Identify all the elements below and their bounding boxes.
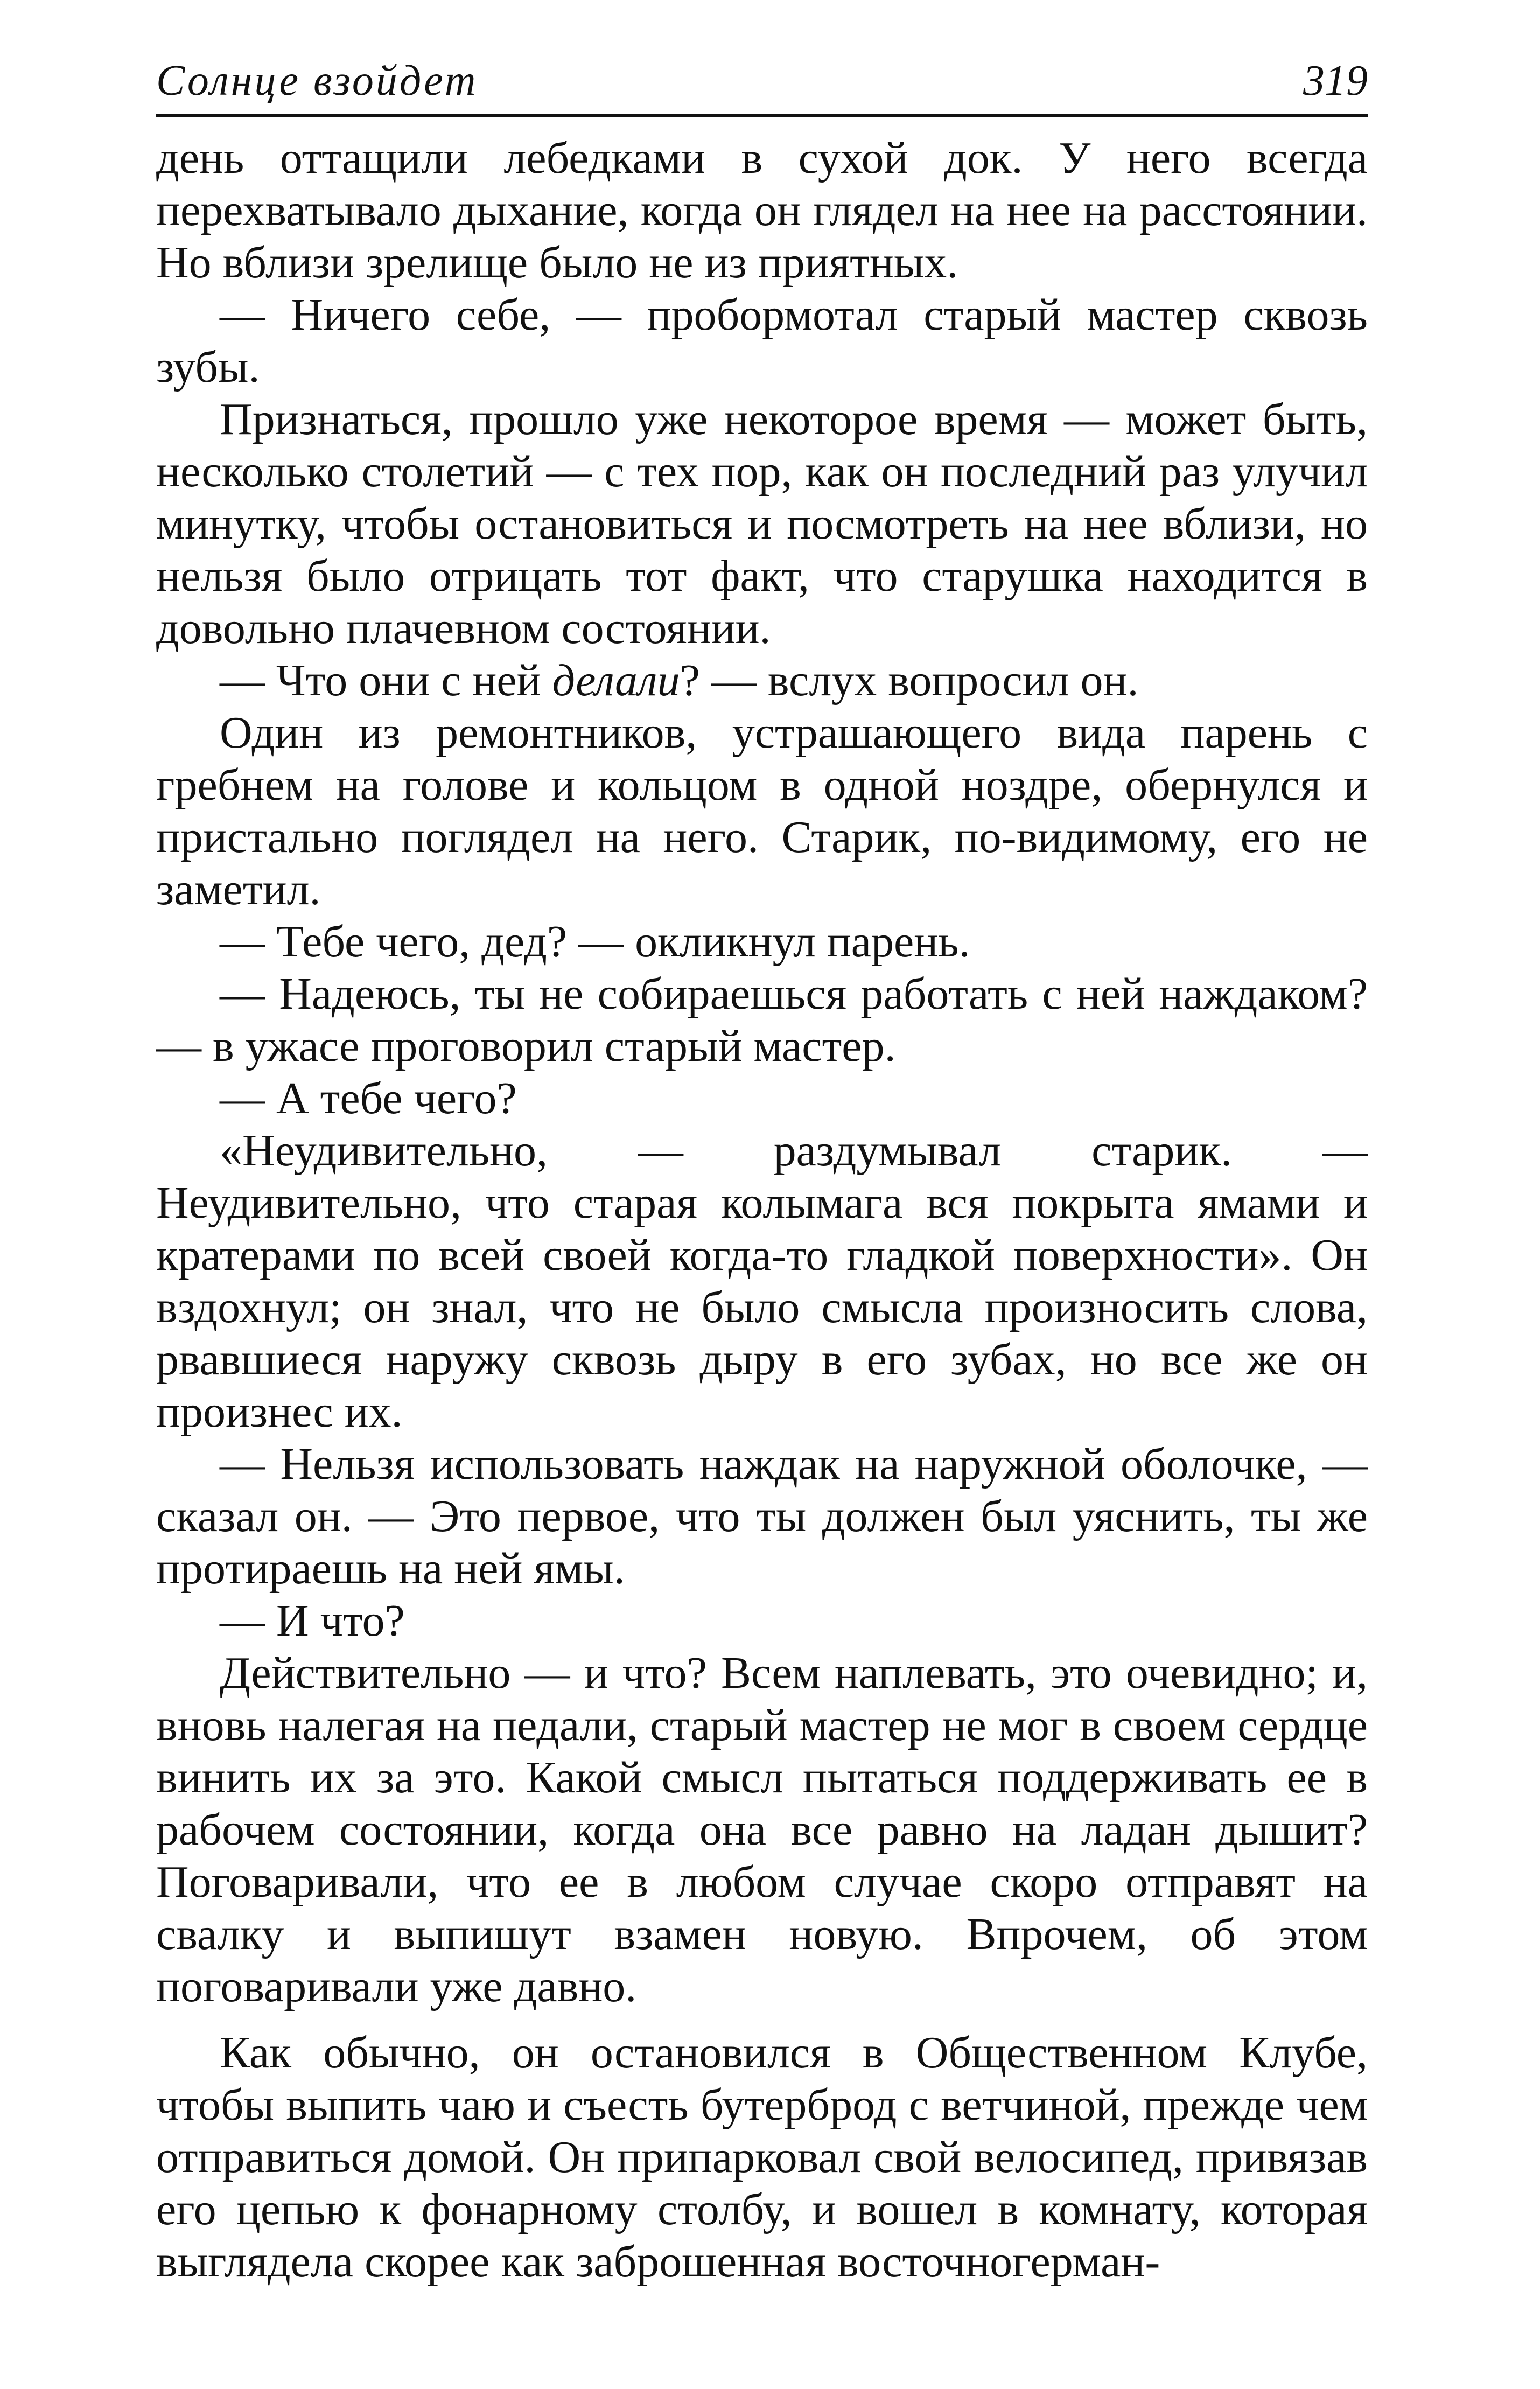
- paragraph: «Неудивительно, — раздумывал старик. — Неудивительно, что старая колымага вся покрыта ямами и кратерами по всей своей когда-то гладкой поверхности». Он вздохнул; он знал, что не было смысла произносить слова, рвавшиеся наружу сквозь дыру в его зубах, но все же он произнес их.: [156, 1126, 1368, 1437]
- paragraph: Как обычно, он остановился в Общественном Клубе, чтобы выпить чаю и съесть бутерброд с ветчиной, прежде чем отправиться домой. Он припарковал свой велосипед, привязав его цепью к фонарному столбу, и вошел в комнату, которая выглядела скорее как заброшенная восточногерман-: [156, 2028, 1368, 2287]
- paragraph: — Нельзя использовать наждак на наружной оболочке, — сказал он. — Это первое, что ты должен был уяснить, ты же протираешь на ней ямы.: [156, 1439, 1368, 1594]
- running-title: Солнце взойдет: [156, 57, 478, 104]
- paragraph: Один из ремонтников, устрашающего вида парень с гребнем на голове и кольцом в одной ноздре, обернулся и пристально поглядел на него. Старик, по-видимому, его не заметил.: [156, 708, 1368, 914]
- paragraph: — А тебе чего?: [220, 1073, 517, 1123]
- paragraph: Признаться, прошло уже некоторое время — может быть, несколько столетий — с тех пор, как он последний раз улучил минутку, чтобы остановиться и посмотреть на нее вблизи, но нельзя было отрицать тот факт, что старушка находится в довольно плачевном состоянии.: [156, 394, 1368, 653]
- paragraph-text: — Что они с ней: [220, 655, 552, 705]
- running-header: [156, 59, 1368, 117]
- page-number: 319: [1303, 57, 1368, 104]
- paragraph: [156, 654, 1368, 707]
- paragraph: — Ничего себе, — пробормотал старый мастер сквозь зубы.: [156, 290, 1368, 392]
- paragraph: Действительно — и что? Всем наплевать, это очевидно; и, вновь налегая на педали, старый мастер не мог в своем сердце винить их за это. Какой смысл пытаться поддерживать ее в рабочем состоянии, когда она все равно на ладан дышит? Поговаривали, что ее в любом случае скоро отправят на свалку и выпишут взамен новую. Впрочем, об этом поговаривали уже давно.: [156, 1648, 1368, 2011]
- paragraph: — Тебе чего, дед? — окликнул парень.: [220, 917, 970, 967]
- paragraph: день оттащили лебедками в сухой док. У него всегда перехватывало дыхание, когда он глядел на нее на расстоянии. Но вблизи зрелище было не из приятных.: [156, 133, 1368, 288]
- body-text: [156, 132, 1368, 2288]
- paragraph-text: ? — вслух вопросил он.: [680, 655, 1139, 705]
- emphasized-word: делали: [552, 655, 680, 705]
- paragraph: — Надеюсь, ты не собираешься работать с ней наждаком? — в ужасе проговорил старый мастер.: [156, 969, 1368, 1071]
- book-page: [156, 59, 1368, 2288]
- paragraph: — И что?: [220, 1596, 405, 1646]
